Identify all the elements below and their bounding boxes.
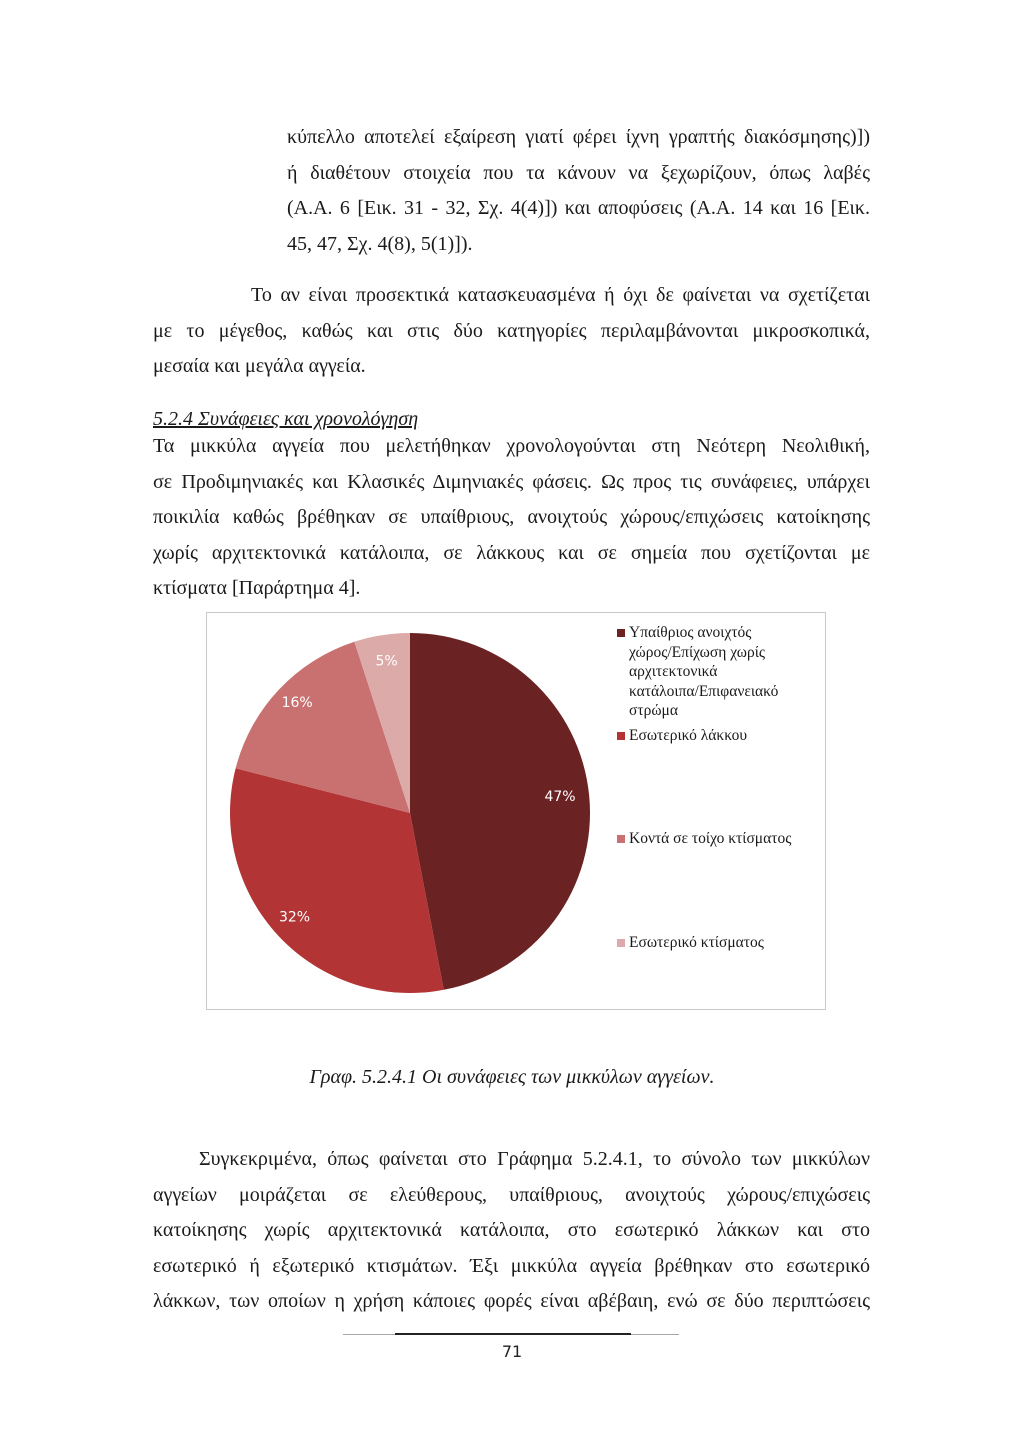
legend-label: χώρος/Επίχωση χωρίς	[629, 643, 765, 661]
legend-label: κατάλοιπα/Επιφανειακό	[629, 682, 779, 700]
legend-label: αρχιτεκτονικά	[629, 663, 718, 680]
legend-item	[617, 933, 764, 953]
legend-item	[617, 829, 791, 849]
text-line: αγγείων μοιράζεται σε ελεύθερους, υπαίθριους, ανοιχτούς χώρους/επιχώσεις	[153, 1183, 870, 1206]
legend-swatch	[617, 939, 625, 947]
paragraph-size-observation	[153, 278, 870, 385]
legend-swatch	[617, 629, 625, 637]
text-line: 45, 47, Σχ. 4(8), 5(1)]).	[287, 232, 473, 255]
text-line: μεσαία και μεγάλα αγγεία.	[153, 355, 366, 377]
text-line: λάκκων, των οποίων η χρήση κάποιες φορές είναι αβέβαιη, ενώ σε δύο περιπτώσεις	[153, 1290, 870, 1312]
text-line: εσωτερικό ή εξωτερικό κτισμάτων. Έξι μικκύλα αγγεία βρέθηκαν στο εσωτερικό	[153, 1254, 870, 1277]
text-line: χωρίς αρχιτεκτονικά κατάλοιπα, σε λάκκους και σε σημεία που σχετίζονται με	[153, 541, 870, 564]
paragraph-discussion	[153, 1142, 870, 1320]
paragraph-contexts-dating	[153, 429, 870, 607]
figure-caption: Γραφ. 5.2.4.1 Οι συνάφειες των μικκύλων αγγείων.	[309, 1066, 715, 1088]
pie-slice	[410, 633, 590, 990]
legend-swatch	[617, 835, 625, 843]
text-line: κτίσματα [Παράρτημα 4].	[153, 577, 361, 599]
legend-item	[617, 623, 778, 721]
text-line: κατοίκησης χωρίς αρχιτεκτονικά κατάλοιπα, στο εσωτερικό λάκκων και στο	[153, 1219, 870, 1241]
data-label: 32%	[278, 909, 311, 926]
text-line: ποικιλία καθώς βρέθηκαν σε υπαίθριους, ανοιχτούς χώρους/επιχώσεις κατοίκησης	[153, 506, 870, 528]
data-label: 5%	[375, 653, 398, 670]
data-label: 47%	[544, 789, 576, 805]
footer-rule	[395, 1333, 631, 1335]
text-line: σε Προδιμηνιακές και Κλασικές Διμηνιακές φάσεις. Ως προς τις συνάφειες, υπάρχει	[153, 470, 870, 493]
footer-rule	[631, 1334, 679, 1335]
text-line: Συγκεκριμένα, όπως φαίνεται στο Γράφημα 5.2.4.1, το σύνολο των μικκύλων	[199, 1148, 870, 1170]
legend-item	[617, 726, 747, 746]
legend-label: Υπαίθριος ανοιχτός	[629, 624, 752, 641]
legend-label: στρώμα	[629, 702, 678, 719]
section-heading: 5.2.4 Συνάφειες και χρονολόγηση	[153, 408, 419, 430]
page-number: 71	[501, 1342, 523, 1361]
text-line: με το μέγεθος, καθώς και στις δύο κατηγορίες περιλαμβάνονται μικροσκοπικά,	[153, 319, 870, 342]
pie-chart-plot	[207, 613, 617, 1009]
pie-chart	[206, 612, 826, 1010]
legend-label: Κοντά σε τοίχο κτίσματος	[629, 830, 792, 847]
text-line: κύπελλο αποτελεί εξαίρεση γιατί φέρει ίχνη γραπτής διακόσμησης)])	[287, 126, 870, 148]
text-line: (Α.Α. 6 [Εικ. 31 - 32, Σχ. 4(4)]) και αποφύσεις (Α.Α. 14 και 16 [Εικ.	[287, 197, 870, 219]
legend-label: Εσωτερικό κτίσματος	[629, 934, 764, 951]
text-line: ή διαθέτουν στοιχεία που τα κάνουν να ξεχωρίζουν, όπως λαβές	[287, 161, 870, 184]
legend-label: Εσωτερικό λάκκου	[629, 727, 748, 744]
footer-rule	[343, 1334, 395, 1335]
text-line: Τα μικκύλα αγγεία που μελετήθηκαν χρονολογούνται στη Νεότερη Νεολιθική,	[153, 435, 870, 457]
text-line: Το αν είναι προσεκτικά κατασκευασμένα ή όχι δε φαίνεται να σχετίζεται	[251, 284, 870, 306]
data-label: 16%	[281, 695, 313, 712]
legend-swatch	[617, 732, 625, 740]
paragraph-continuation	[287, 120, 870, 262]
